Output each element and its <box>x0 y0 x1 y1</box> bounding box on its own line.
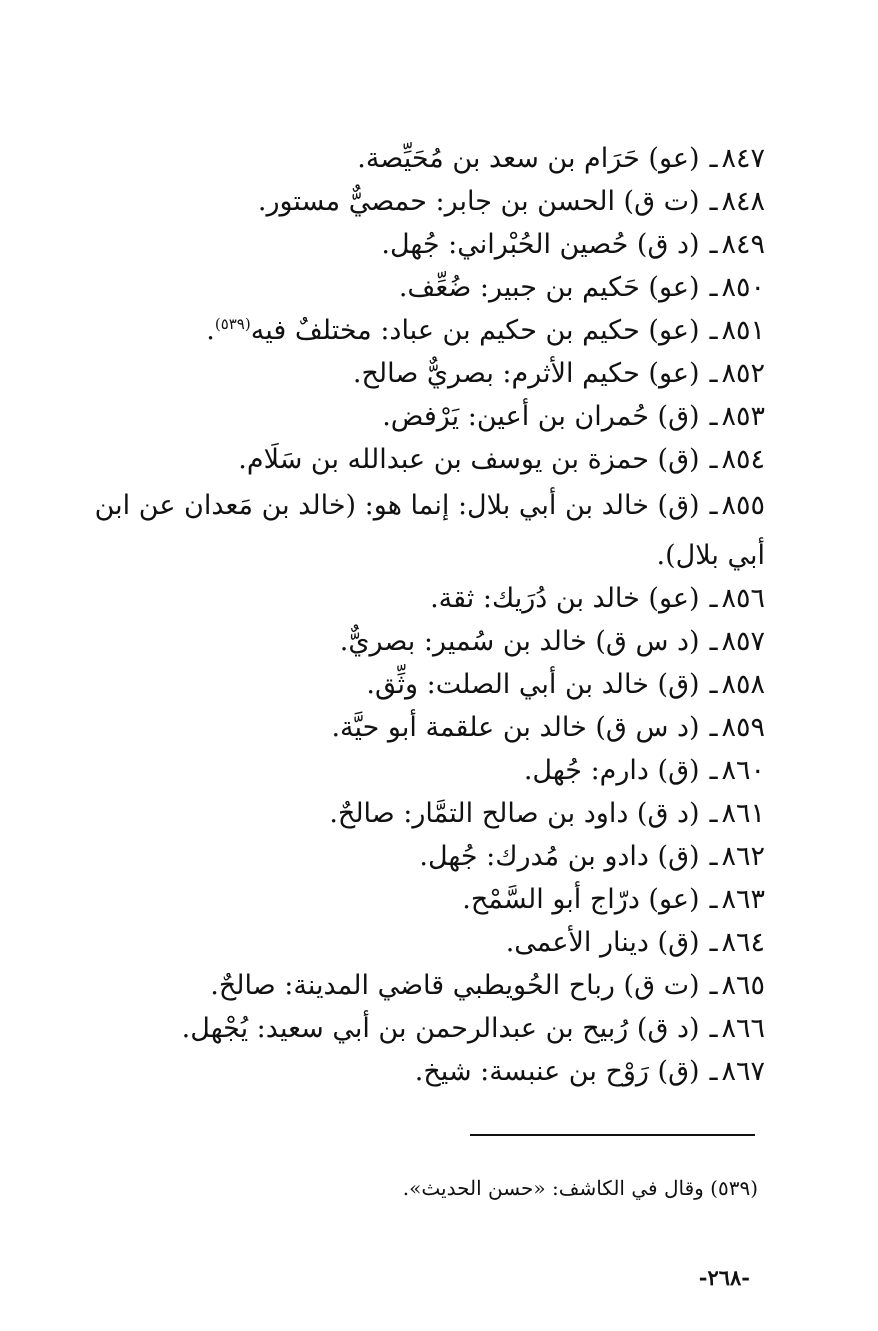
entry <box>65 352 765 395</box>
entry-text: (عو) درّاج أبو السَّمْح. <box>462 884 700 915</box>
entry-text: (د س ق) خالد بن علقمة أبو حيَّة. <box>331 712 700 743</box>
page-number: -٢٦٨- <box>698 1265 750 1290</box>
entry-separator: ـ <box>709 272 718 303</box>
entry <box>65 481 765 581</box>
entry-number: ٨٦٧ <box>721 1056 765 1087</box>
entry <box>65 137 765 180</box>
entry-number: ٨٥٣ <box>721 401 765 432</box>
entry-separator: ـ <box>709 315 718 346</box>
entry-number: ٨٦٥ <box>721 970 765 1001</box>
entry-text: (عو) حكيم الأثرم: بصريٌّ صالح. <box>352 358 700 389</box>
entry-text: (ق) رَوْح بن عنبسة: شيخ. <box>414 1056 700 1087</box>
entry <box>65 223 765 266</box>
entry-separator: ـ <box>709 669 718 700</box>
entry-text: (عو) حَرَام بن سعد بن مُحَيِّصة. <box>357 143 700 174</box>
entry-text: (ق) خالد بن أبي الصلت: وثِّق. <box>366 669 700 700</box>
entry-text: (ت ق) رباح الحُويطبي قاضي المدينة: صالحٌ. <box>210 970 700 1001</box>
entry <box>65 620 765 663</box>
entry-number: ٨٥٩ <box>721 712 765 743</box>
entry <box>65 835 765 878</box>
entry-text: (د ق) رُبيح بن عبدالرحمن بن أبي سعيد: يُجْهل. <box>181 1013 700 1044</box>
entry <box>65 749 765 792</box>
entry-number: ٨٥١ <box>721 315 765 346</box>
entry-separator: ـ <box>709 143 718 174</box>
entry-text: (ق) دارم: جُهل. <box>523 755 700 786</box>
entry <box>65 792 765 835</box>
entry-text: (د س ق) خالد بن سُمير: بصريٌّ. <box>339 626 700 657</box>
entry <box>65 964 765 1007</box>
entry <box>65 1050 765 1093</box>
entry-text: (ت ق) الحسن بن جابر: حمصيٌّ مستور. <box>257 186 700 217</box>
entry <box>65 266 765 309</box>
entry-separator: ـ <box>709 927 718 958</box>
footnote: (٥٣٩) وقال في الكاشف: «حسن الحديث». <box>402 1176 758 1200</box>
entry-number: ٨٦٠ <box>721 755 765 786</box>
entry-text: (ق) دادو بن مُدرك: جُهل. <box>419 841 700 872</box>
entry-number: ٨٦٦ <box>721 1013 765 1044</box>
entry-text: (عو) حكيم بن حكيم بن عباد: مختلفٌ فيه <box>250 315 700 346</box>
entry <box>65 438 765 481</box>
entry-separator: ـ <box>709 401 718 432</box>
entry-separator: ـ <box>709 229 718 260</box>
entry-text: (عو) خالد بن دُرَيك: ثقة. <box>430 583 700 614</box>
entry <box>65 577 765 620</box>
entry-text: (ق) حُمران بن أعين: يَرْفض. <box>382 401 700 432</box>
entry-separator: ـ <box>709 1013 718 1044</box>
entry-text: (د ق) حُصين الحُبْراني: جُهل. <box>381 229 700 260</box>
entry-number: ٨٥٦ <box>721 583 765 614</box>
footnote-reference: (٥٣٩) <box>214 315 251 333</box>
entry <box>65 309 765 352</box>
entry-number: ٨٦١ <box>721 798 765 829</box>
entry-number: ٨٥٥ <box>721 490 765 521</box>
entry-separator: ـ <box>709 798 718 829</box>
entry <box>65 663 765 706</box>
entry-separator: ـ <box>709 712 718 743</box>
entry-separator: ـ <box>709 490 718 521</box>
entry-number: ٨٤٨ <box>721 186 765 217</box>
entry-separator: ـ <box>709 583 718 614</box>
entry-number: ٨٥٤ <box>721 444 765 475</box>
entry-separator: ـ <box>709 626 718 657</box>
entry-separator: ـ <box>709 186 718 217</box>
entry-number: ٨٥٠ <box>721 272 765 303</box>
entry-end-punctuation: . <box>206 315 215 346</box>
entry <box>65 180 765 223</box>
entry-separator: ـ <box>709 1056 718 1087</box>
entry-separator: ـ <box>709 755 718 786</box>
entry-number: ٨٤٩ <box>721 229 765 260</box>
entry-number: ٨٦٢ <box>721 841 765 872</box>
entry-text: (ق) حمزة بن يوسف بن عبدالله بن سَلَام. <box>238 444 700 475</box>
entry-separator: ـ <box>709 841 718 872</box>
entry <box>65 395 765 438</box>
entry-number: ٨٥٨ <box>721 669 765 700</box>
entry <box>65 921 765 964</box>
entry-separator: ـ <box>709 358 718 389</box>
entry-number: ٨٥٢ <box>721 358 765 389</box>
entry-number: ٨٦٣ <box>721 884 765 915</box>
entry-separator: ـ <box>709 970 718 1001</box>
entry-number: ٨٤٧ <box>721 143 765 174</box>
entry-separator: ـ <box>709 444 718 475</box>
entry-number: ٨٥٧ <box>721 626 765 657</box>
footnote-divider <box>470 1134 755 1136</box>
entry-list <box>65 137 765 1093</box>
entry <box>65 706 765 749</box>
entry-text: (ق) دينار الأعمى. <box>505 927 700 958</box>
entry <box>65 878 765 921</box>
entry-separator: ـ <box>709 884 718 915</box>
entry-text: (عو) حَكيم بن جبير: ضُعِّف. <box>398 272 700 303</box>
entry-number: ٨٦٤ <box>721 927 765 958</box>
entry-text: (د ق) داود بن صالح التمَّار: صالحٌ. <box>329 798 700 829</box>
entry <box>65 1007 765 1050</box>
entry-text: (ق) خالد بن أبي بلال: إنما هو: (خالد بن مَعدان عن ابن أبي بلال). <box>94 490 765 571</box>
